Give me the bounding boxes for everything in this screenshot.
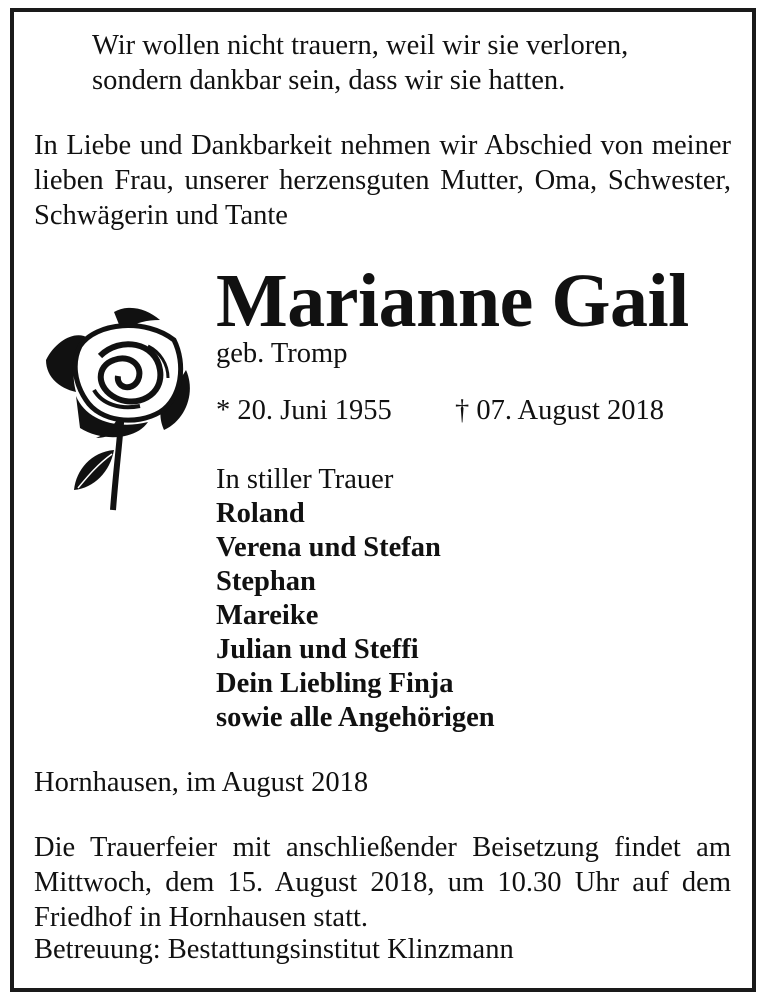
deceased-name: Marianne Gail: [216, 259, 689, 343]
death-date: † 07. August 2018: [455, 395, 665, 426]
mourning-label: In stiller Trauer: [216, 464, 394, 495]
mourner-name: Dein Liebling Finja: [216, 668, 454, 699]
mourner-name: Julian und Steffi: [216, 634, 419, 665]
birth-date: * 20. Juni 1955: [216, 395, 392, 426]
motto-line-2: sondern dankbar sein, dass wir sie hatten.: [92, 65, 566, 96]
maiden-name: geb. Tromp: [216, 338, 348, 369]
motto-line-1: Wir wollen nicht trauern, weil wir sie verloren,: [92, 30, 629, 61]
mourner-name: Roland: [216, 498, 305, 529]
funeral-home-credit: Betreuung: Bestattungsinstitut Klinzmann: [34, 934, 514, 965]
rose-icon: [36, 300, 196, 515]
mourner-name: Mareike: [216, 600, 319, 631]
mourner-name: sowie alle Angehörigen: [216, 702, 495, 733]
place-date: Hornhausen, im August 2018: [34, 767, 369, 798]
funeral-notice: Die Trauerfeier mit anschließender Beisetzung findet am Mittwoch, dem 15. August 2018, um 10.30 Uhr auf dem Friedhof in Hornhausen statt.: [34, 832, 731, 933]
mourner-name: Verena und Stefan: [216, 532, 441, 563]
intro-text: In Liebe und Dankbarkeit nehmen wir Abschied von meiner lieben Frau, unserer herzensguten Mutter, Oma, Schwester, Schwägerin und Tante: [34, 130, 731, 231]
mourner-name: Stephan: [216, 566, 316, 597]
